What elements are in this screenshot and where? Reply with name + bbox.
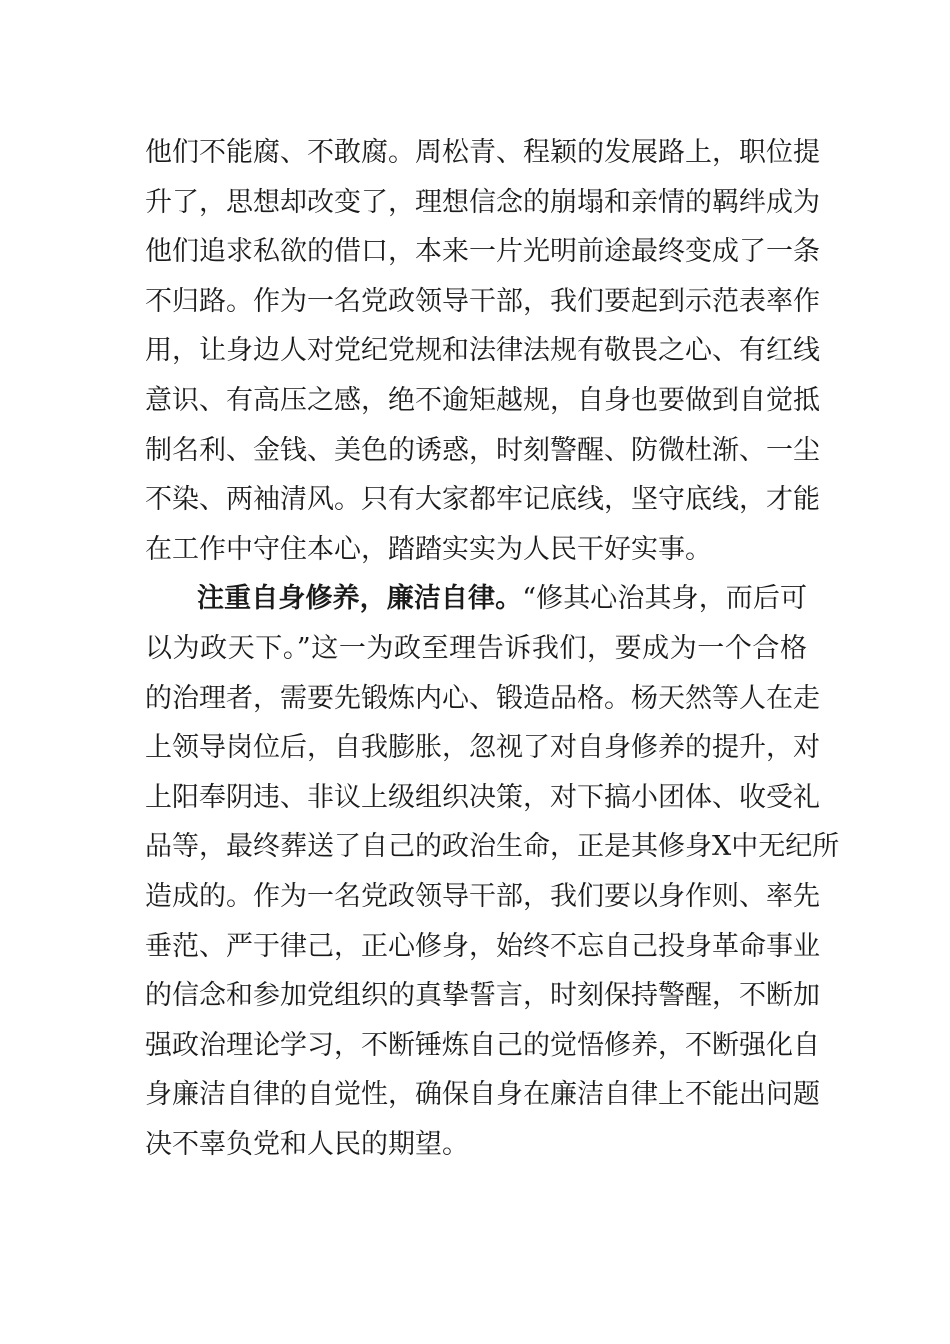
text-span: “修其心治其身，而后可 — [522, 583, 808, 615]
text-line: 垂范、严于律己，正心修身，始终不忘自己投身革命事业 — [145, 930, 820, 962]
text-line: 意识、有高压之感，绝不逾矩越规，自身也要做到自觉抵 — [145, 384, 820, 416]
text-line: 在工作中守住本心，踏踏实实为人民干好实事。 — [145, 533, 712, 565]
paragraph-1 — [145, 128, 820, 574]
text-line: 用，让身边人对党纪党规和法律法规有敬畏之心、有红线 — [145, 335, 820, 367]
paragraph-heading: 注重自身修养，廉洁自律。 — [197, 583, 523, 615]
paragraph-first-line — [145, 574, 807, 624]
text-line: 他们不能腐、不敢腐。周松青、程颖的发展路上，职位提 — [145, 137, 820, 168]
text-line: 身廉洁自律的自觉性，确保自身在廉洁自律上不能出问题 — [145, 1079, 820, 1111]
text-line: 强政治理论学习，不断锤炼自己的觉悟修养，不断强化自 — [145, 1029, 820, 1061]
text-line: 上领导岗位后，自我膨胀，忽视了对自身修养的提升，对 — [145, 732, 820, 764]
text-line: 不染、两袖清风。只有大家都牢记底线，坚守底线，才能 — [145, 484, 820, 516]
text-line: 的信念和参加党组织的真挚誓言，时刻保持警醒，不断加 — [145, 980, 820, 1012]
text-line: 他们追求私欲的借口，本来一片光明前途最终变成了一条 — [145, 236, 820, 268]
text-line: 造成的。作为一名党政领导干部，我们要以身作则、率先 — [145, 880, 820, 912]
text-line: 以为政天下。”这一为政至理告诉我们，要成为一个合格 — [145, 632, 807, 664]
document-body — [145, 128, 840, 1169]
text-line: 制名利、金钱、美色的诱惑，时刻警醒、防微杜渐、一尘 — [145, 434, 820, 466]
paragraph-2 — [145, 574, 840, 1169]
text-line: 不归路。作为一名党政领导干部，我们要起到示范表率作 — [145, 285, 820, 317]
text-line: 的治理者，需要先锻炼内心、锻造品格。杨天然等人在走 — [145, 682, 820, 714]
text-line: 品等，最终葬送了自己的政治生命，正是其修身X中无纪所 — [145, 831, 840, 863]
text-line: 升了，思想却改变了，理想信念的崩塌和亲情的羁绊成为 — [145, 186, 820, 218]
text-line: 决不辜负党和人民的期望。 — [145, 1128, 469, 1160]
text-line: 上阳奉阴违、非议上级组织决策，对下搞小团体、收受礼 — [145, 781, 820, 813]
